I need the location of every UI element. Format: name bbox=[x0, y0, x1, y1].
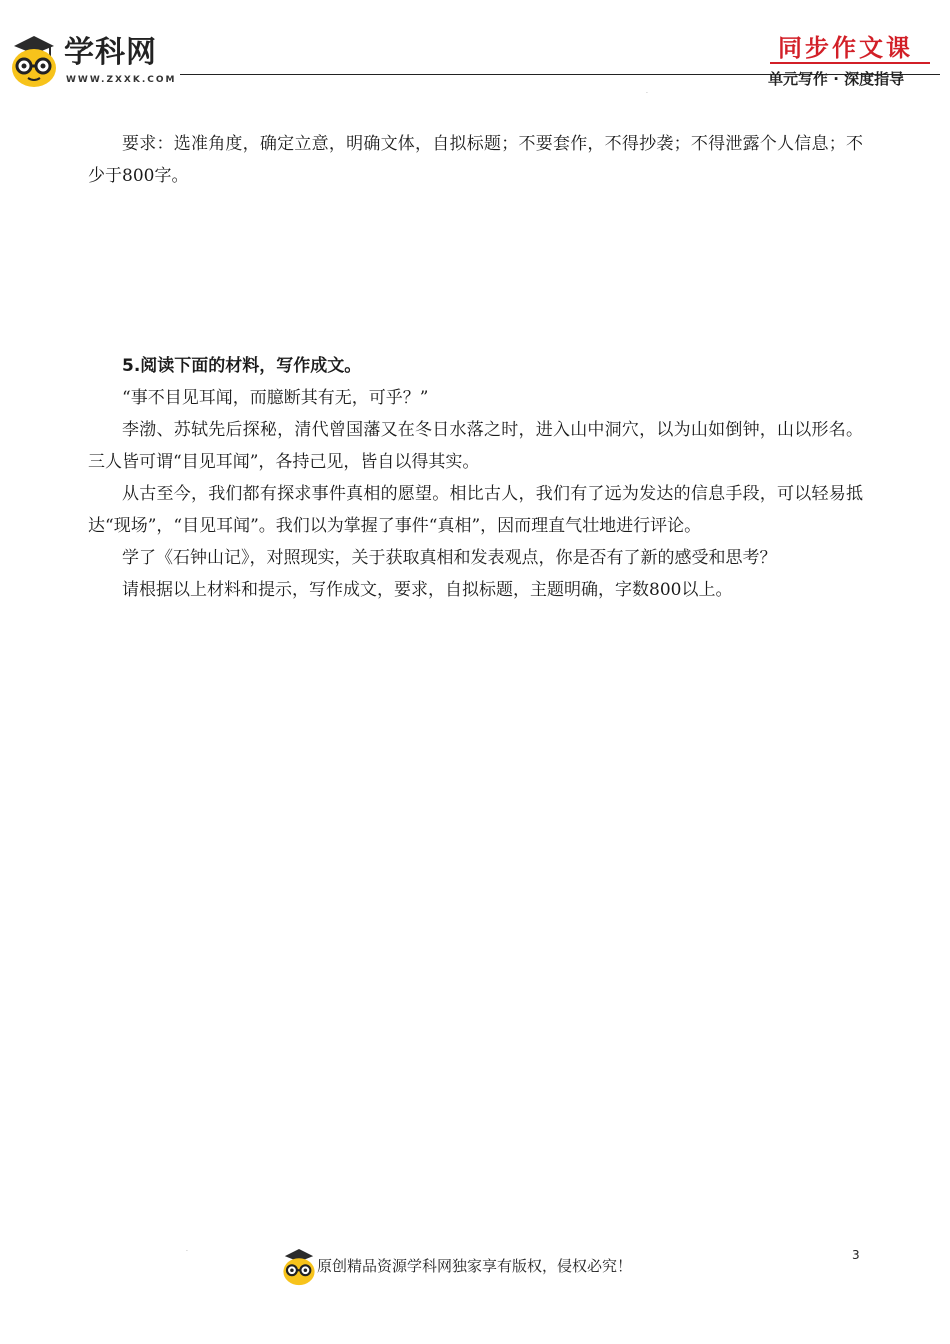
course-title: 同步作文课 bbox=[778, 34, 913, 62]
instruction-paragraph: 请根据以上材料和提示，写作成文，要求，自拟标题，主题明确，字数800以上。 bbox=[122, 580, 733, 600]
mascot-logo-icon bbox=[282, 1246, 316, 1286]
course-subtitle: 单元写作 · 深度指导 bbox=[768, 70, 905, 88]
spacer bbox=[88, 192, 863, 350]
course-title-underline bbox=[770, 62, 930, 64]
page-footer bbox=[0, 1240, 950, 1290]
material-paragraph: 李渤、苏轼先后探秘，清代曾国藩又在冬日水落之时，进入山中洞穴，以为山如倒钟，山以形名。三人皆可谓“目见耳闻”，各持己见，皆自以得其实。 bbox=[88, 420, 863, 472]
requirement-paragraph: 要求：选准角度，确定立意，明确文体，自拟标题；不要套作，不得抄袭；不得泄露个人信息；不少于800字。 bbox=[88, 134, 863, 186]
page-header bbox=[0, 0, 950, 100]
mascot-logo-icon bbox=[10, 32, 58, 88]
speck: . bbox=[186, 1246, 188, 1253]
speck: . bbox=[646, 88, 648, 95]
copyright-notice: 原创精品资源学科网独家享有版权，侵权必究！ bbox=[317, 1257, 633, 1275]
material-quote: “事不目见耳闻，而臆断其有无，可乎？” bbox=[122, 388, 429, 408]
material-paragraph: 从古至今，我们都有探求事件真相的愿望。相比古人，我们有了远为发达的信息手段，可以轻易抵达“现场”，“目见耳闻”。我们以为掌握了事件“真相”，因而理直气壮地进行评论。 bbox=[88, 484, 863, 536]
page-number: 3 bbox=[852, 1248, 860, 1262]
brand-url: WWW.ZXXK.COM bbox=[66, 75, 177, 85]
document-body bbox=[88, 128, 863, 606]
brand-name: 学科网 bbox=[64, 35, 157, 70]
question-title: 5.阅读下面的材料，写作成文。 bbox=[122, 356, 362, 376]
prompt-paragraph: 学了《石钟山记》，对照现实，关于获取真相和发表观点，你是否有了新的感受和思考？ bbox=[122, 548, 777, 568]
